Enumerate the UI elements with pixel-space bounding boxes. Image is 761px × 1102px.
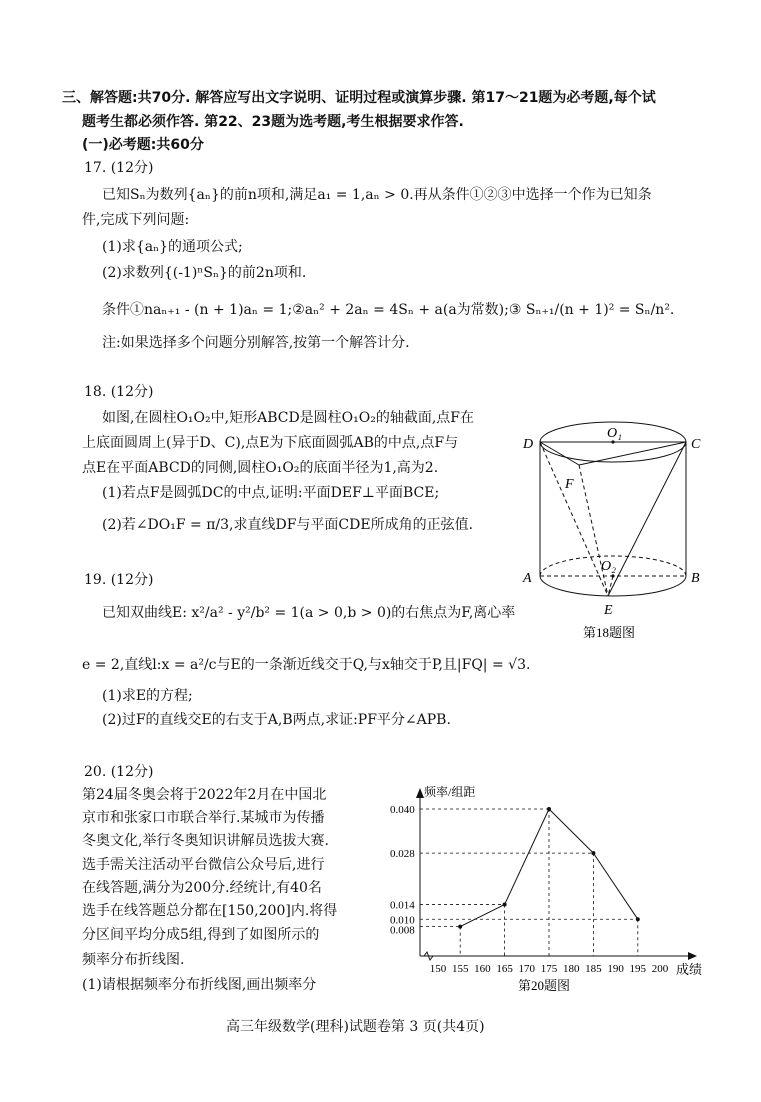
q18-line5: (2)若∠DO₁F = π/3,求直线DF与平面CDE所成角的正弦值. — [102, 517, 474, 533]
q17-line3: (1)求{aₙ}的通项公式; — [102, 239, 243, 255]
series-segment-0 — [460, 905, 504, 927]
q19-line2: e = 2,直线l:x = a²/c与E的一条渐近线交于Q,与x轴交于P,且|FQ| = √3. — [82, 657, 531, 673]
q20-line5: 在线答题,满分为200分.经统计,有40名 — [82, 880, 322, 896]
x-tick-label-4: 170 — [518, 963, 536, 975]
page-footer: 高三年级数学(理科)试题卷第 3 页(共4页) — [226, 1019, 485, 1035]
x-tick-label-5: 175 — [540, 963, 558, 975]
label-B: B — [691, 571, 700, 586]
segment-O2E — [608, 576, 613, 596]
label-F: F — [565, 477, 574, 492]
data-point-3 — [591, 851, 595, 855]
data-point-1 — [503, 903, 507, 907]
x-tick-label-8: 190 — [607, 963, 624, 975]
label-D: D — [523, 437, 534, 452]
label-O1: O₁ — [607, 426, 622, 441]
q18-heading: 18. (12分) — [84, 384, 154, 400]
q17-line2: 件,完成下列问题: — [82, 212, 190, 228]
q18-line1: 如图,在圆柱O₁O₂中,矩形ABCD是圆柱O₁O₂的轴截面,点F在 — [102, 410, 475, 426]
frequency-polygon-chart — [388, 782, 710, 997]
fig18-caption: 第18题图 — [583, 625, 636, 640]
chart-title: 第20题图 — [518, 978, 571, 993]
series-segment-3 — [593, 853, 637, 919]
series-segment-2 — [549, 809, 593, 853]
data-point-0 — [458, 925, 462, 929]
q18-line3: 点E在平面ABCD的同侧,圆柱O₁O₂的底面半径为1,高为2. — [82, 460, 439, 476]
q17-line6: 注:如果选择多个问题分别解答,按第一个解答计分. — [102, 335, 410, 351]
q20-line1: 第24届冬奥会将于2022年2月在中国北 — [82, 787, 327, 803]
q20-line3: 冬奥文化,举行冬奥知识讲解员选拔大赛. — [82, 833, 329, 849]
q20-heading: 20. (12分) — [84, 764, 154, 780]
x-tick-label-3: 165 — [496, 963, 513, 975]
y-tick-label-1: 0.010 — [390, 914, 415, 927]
q20-line4: 选手需关注活动平台微信公众号后,进行 — [82, 857, 325, 873]
y-axis-label: 频率/组距 — [424, 785, 476, 799]
q20-line8: 频率分布折线图. — [82, 952, 185, 968]
x-tick-label-10: 200 — [651, 963, 669, 975]
point-O2 — [611, 574, 614, 577]
y-tick-label-3: 0.028 — [390, 848, 415, 861]
q19-line3: (1)求E的方程; — [102, 688, 193, 704]
data-point-4 — [636, 917, 640, 921]
q19-heading: 19. (12分) — [84, 572, 154, 588]
x-tick-label-7: 185 — [585, 963, 602, 975]
section-title-line2: 题考生都必须作答. 第22、23题为选考题,考生根据要求作答. — [82, 114, 464, 130]
label-A: A — [523, 571, 532, 586]
data-point-2 — [547, 807, 551, 811]
q17-heading: 17. (12分) — [84, 160, 154, 176]
q20-line6: 选手在线答题总分都在[150,200]内.将得 — [82, 903, 338, 919]
q17-line1: 已知Sₙ为数列{aₙ}的前n项和,满足a₁ = 1,aₙ > 0.再从条件①②③中选择一个作为已知条 — [102, 187, 652, 203]
x-axis-arrow — [688, 952, 697, 960]
q19-line4: (2)过F的直线交E的右支于A,B两点,求证:PF平分∠APB. — [102, 712, 451, 728]
q19-line1: 已知双曲线E: x²/a² - y²/b² = 1(a > 0,b > 0)的右焦点为F,离心率 — [102, 605, 516, 621]
x-tick-label-1: 155 — [451, 963, 469, 975]
segment-CE — [608, 442, 686, 596]
y-axis-arrow — [416, 788, 424, 798]
label-O2: O₂ — [601, 559, 616, 574]
cylinder-figure — [515, 420, 710, 645]
label-E: E — [604, 603, 613, 618]
q17-line5: 条件①naₙ₊₁ - (n + 1)aₙ = 1;②aₙ² + 2aₙ = 4Sₙ + a(a为常数);③ Sₙ₊₁/(n + 1)² = Sₙ/n². — [102, 302, 675, 318]
x-tick-label-6: 180 — [562, 963, 580, 975]
q20-line9: (1)请根据频率分布折线图,画出频率分 — [82, 977, 317, 993]
segment-DE — [540, 442, 608, 596]
y-tick-label-2: 0.014 — [390, 899, 415, 912]
section-subtitle: (一)必考题:共60分 — [82, 137, 204, 153]
y-tick-label-4: 0.040 — [390, 804, 415, 816]
x-tick-label-0: 150 — [429, 963, 447, 975]
q20-line2: 京市和张家口市联合举行.某城市为传播 — [82, 810, 325, 826]
q17-line4: (2)求数列{(-1)ⁿSₙ}的前2n项和. — [102, 265, 307, 281]
section-title-line1: 三、解答题:共70分. 解答应写出文字说明、证明过程或演算步骤. 第17～21题为必考题,每个试 — [62, 90, 656, 106]
label-C: C — [691, 437, 701, 452]
segment-DF — [540, 442, 579, 465]
q18-line2: 上底面圆周上(异于D、C),点E为下底面圆弧AB的中点,点F与 — [82, 435, 459, 451]
x-tick-label-9: 195 — [629, 963, 647, 975]
x-axis-label: 成绩 — [676, 962, 703, 977]
y-tick-label-0: 0.008 — [390, 924, 415, 937]
x-tick-label-2: 160 — [474, 963, 491, 975]
q20-line7: 分区间平均分成5组,得到了如图所示的 — [82, 927, 320, 943]
series-segment-1 — [505, 809, 549, 905]
q18-line4: (1)若点F是圆弧DC的中点,证明:平面DEF⊥平面BCE; — [102, 485, 440, 501]
